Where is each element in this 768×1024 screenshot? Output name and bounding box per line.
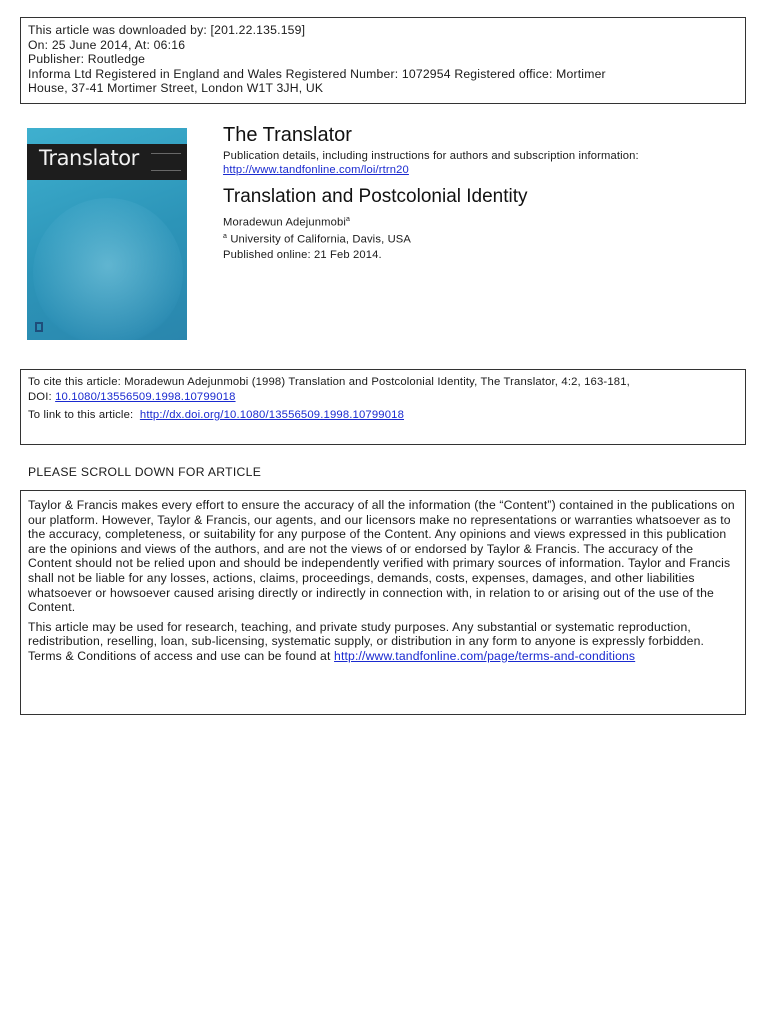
journal-title: The Translator [223, 124, 352, 146]
article-link-row [28, 408, 738, 423]
journal-cover-image [27, 128, 187, 340]
affiliation-line [223, 230, 411, 247]
affiliation-marker: a [223, 233, 228, 241]
author-line [223, 213, 411, 230]
download-date-line: On: 25 June 2014, At: 06:16 [28, 37, 186, 52]
article-meta [223, 213, 411, 262]
article-link-label: To link to this article: [28, 409, 134, 421]
doi-label: DOI: [28, 390, 56, 403]
cover-title: Translator [39, 146, 139, 170]
author-name: Moradewun Adejunmobi [223, 216, 347, 229]
citation-text [28, 375, 738, 404]
terms-link[interactable]: http://www.tandfonline.com/page/terms-and-conditions [334, 648, 636, 663]
cover-globe-graphic [33, 198, 183, 340]
publication-details-text: Publication details, including instructions for authors and subscription information: [223, 150, 639, 162]
publisher-line: Publisher: Routledge [28, 52, 146, 66]
affiliation: University of California, Davis, USA [230, 234, 412, 247]
disclaimer-box [20, 490, 746, 715]
article-title: Translation and Postcolonial Identity [223, 186, 528, 207]
author-affiliation-marker: a [346, 216, 351, 223]
journal-url-link[interactable]: http://www.tandfonline.com/loi/rtrn20 [223, 163, 409, 176]
address-line: House, 37-41 Mortimer Street, London W1T 3JH, UK [28, 81, 324, 95]
citation-box [20, 369, 746, 445]
citation-body: To cite this article: Moradewun Adejunmobi (1998) Translation and Postcolonial Identity, The Translator, 4:2, 163-181, [28, 376, 630, 388]
publication-details [223, 150, 639, 177]
usage-paragraph [28, 620, 738, 664]
download-line: This article was downloaded by: [201.22.135.159] [28, 23, 306, 37]
doi-link[interactable]: 10.1080/13556509.1998.10799018 [55, 390, 236, 403]
published-online: Published online: 21 Feb 2014. [223, 248, 382, 261]
usage-text: This article may be used for research, teaching, and private study purposes. Any substantial or systematic reproduction, redistribution, reselling, loan, sub-licensing, systematic supply, or distribution in any form to anyone is expressly forbidden. Terms & Conditions of access and use can be found at [28, 619, 705, 663]
registration-line: Informa Ltd Registered in England and Wales Registered Number: 1072954 Registered office: Mortimer [28, 66, 606, 81]
publisher-logo-icon [35, 322, 43, 332]
disclaimer-paragraph: Taylor & Francis makes every effort to ensure the accuracy of all the information (the “Content”) contained in the publications on our platform. However, Taylor & Francis, our agents, and our licensors make no representations or warranties whatsoever as to the accuracy, completeness, or suitability for any purpose of the Content. Any opinions and views expressed in this publication are the opinions and views of the authors, and are not the views of or endorsed by Taylor & Francis. The accuracy of the Content should not be relied upon and should be independently verified with primary sources of information. Taylor and Francis shall not be liable for any losses, actions, claims, proceedings, demands, costs, expenses, damages, and other liabilities whatsoever or howsoever caused arising directly or indirectly in connection with, in relation to or arising out of the use of the Content. [28, 498, 735, 615]
download-info-box [20, 17, 746, 104]
cover-issue-info [151, 153, 181, 171]
scroll-down-note: PLEASE SCROLL DOWN FOR ARTICLE [28, 465, 262, 479]
article-link[interactable]: http://dx.doi.org/10.1080/13556509.1998.10799018 [139, 409, 405, 421]
